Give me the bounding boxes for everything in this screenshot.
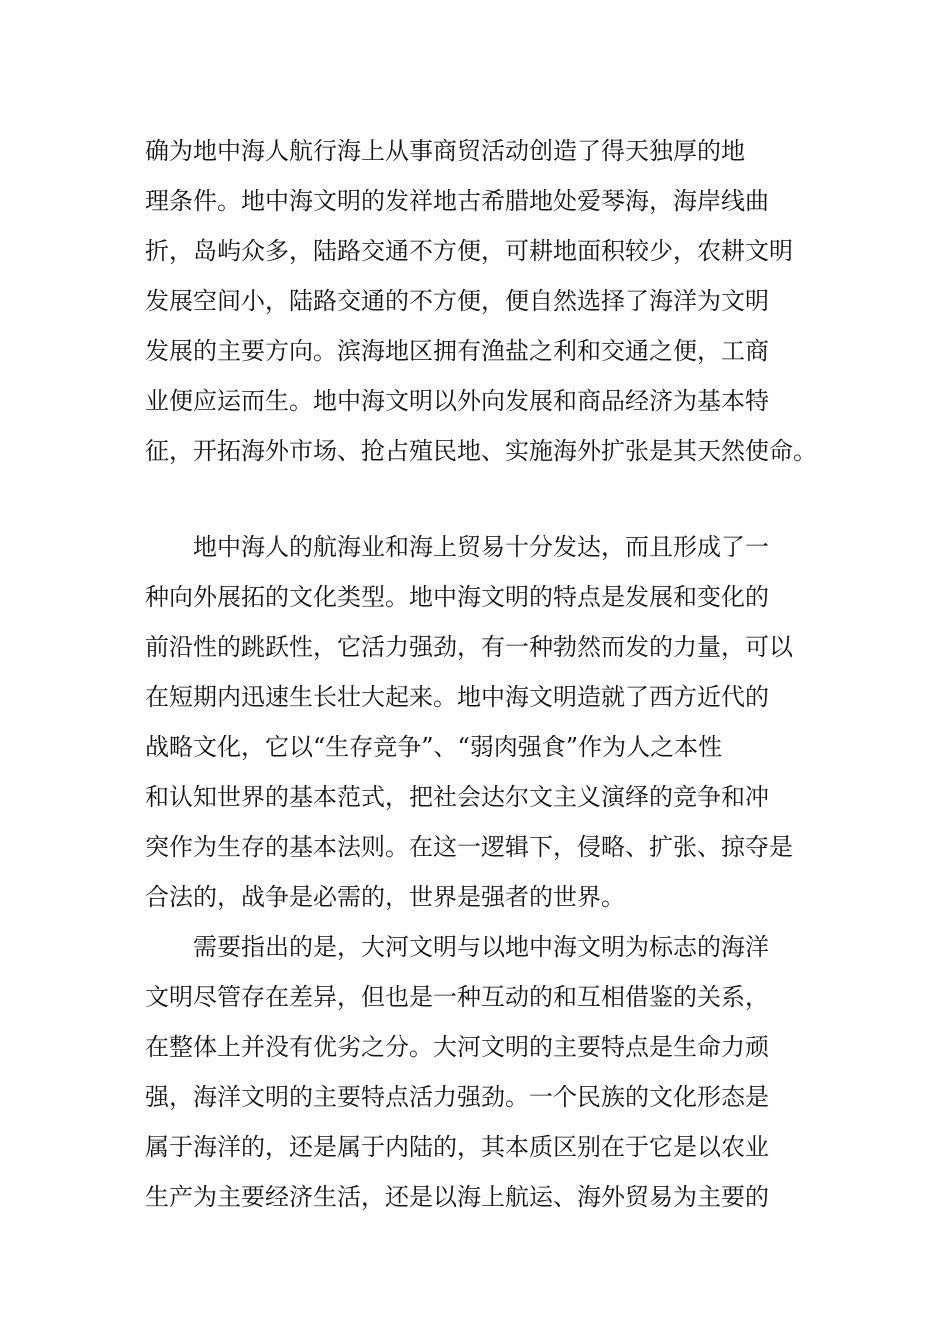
- paragraph-line: 业便应运而生。地中海文明以外向发展和商品经济为基本特: [145, 387, 769, 415]
- paragraph-line: 战略文化，它以“生存竞争”、“弱肉强食”作为人之本性: [145, 733, 723, 761]
- paragraph-line: 和认知世界的基本范式，把社会达尔文主义演绎的竞争和冲: [145, 783, 769, 811]
- paragraph-2: [145, 522, 815, 922]
- paragraph-line: 地中海人的航海业和海上贸易十分发达，而且形成了一: [145, 533, 769, 561]
- paragraph-line: 文明尽管存在差异，但也是一种互动的和互相借鉴的关系，: [145, 983, 769, 1011]
- paragraph-line: 种向外展拓的文化类型。地中海文明的特点是发展和变化的: [145, 583, 769, 611]
- paragraph-line: 在整体上并没有优劣之分。大河文明的主要特点是生命力顽: [145, 1033, 769, 1061]
- paragraph-3: [145, 922, 815, 1222]
- paragraph-line: 在短期内迅速生长壮大起来。地中海文明造就了西方近代的: [145, 683, 769, 711]
- paragraph-line: 发展的主要方向。滨海地区拥有渔盐之利和交通之便，工商: [145, 337, 769, 365]
- paragraph-line: 理条件。地中海文明的发祥地古希腊地处爱琴海，海岸线曲: [145, 187, 769, 215]
- paragraph-line: 发展空间小，陆路交通的不方便，便自然选择了海洋为文明: [145, 287, 769, 315]
- paragraph-line: 前沿性的跳跃性，它活力强劲，有一种勃然而发的力量，可以: [145, 633, 793, 661]
- paragraph-line: 生产为主要经济生活，还是以海上航运、海外贸易为主要的: [145, 1183, 769, 1211]
- paragraph-1: [145, 126, 815, 476]
- paragraph-line: 折，岛屿众多，陆路交通不方便，可耕地面积较少，农耕文明: [145, 237, 793, 265]
- paragraph-line: 征，开拓海外市场、抢占殖民地、实施海外扩张是其天然使命。: [145, 437, 817, 465]
- paragraph-line: 突作为生存的基本法则。在这一逻辑下，侵略、扩张、掠夺是: [145, 833, 793, 861]
- paragraph-line: 确为地中海人航行海上从事商贸活动创造了得天独厚的地: [145, 137, 745, 165]
- paragraph-line: 强，海洋文明的主要特点活力强劲。一个民族的文化形态是: [145, 1083, 769, 1111]
- paragraph-line: 属于海洋的，还是属于内陆的，其本质区别在于它是以农业: [145, 1133, 769, 1161]
- paragraph-line: 需要指出的是，大河文明与以地中海文明为标志的海洋: [145, 933, 769, 961]
- paragraph-line: 合法的，战争是必需的，世界是强者的世界。: [145, 883, 625, 911]
